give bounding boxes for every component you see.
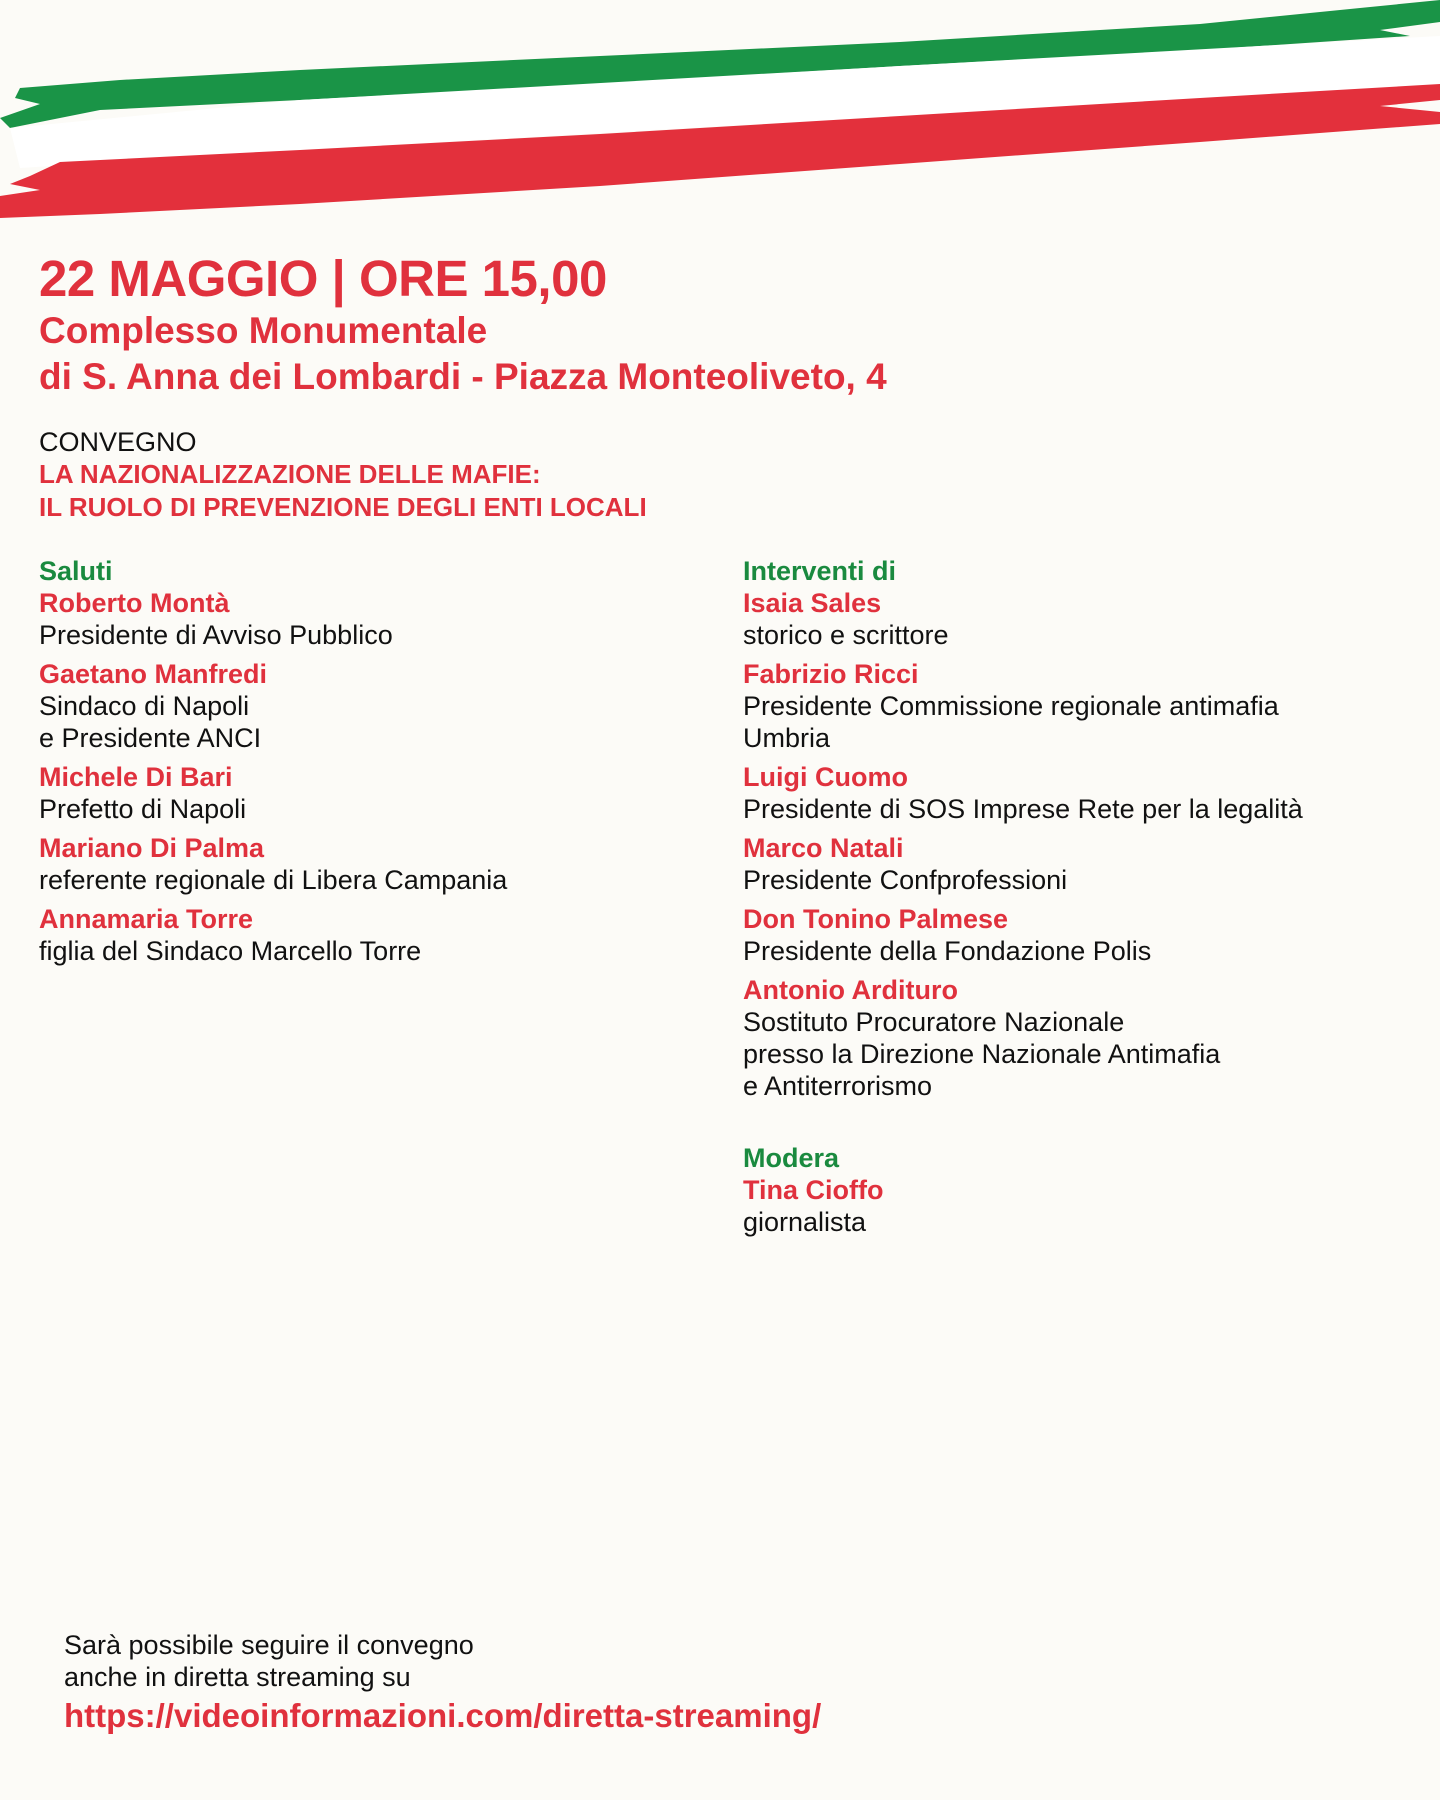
speaker-role: Presidente della Fondazione Polis xyxy=(743,936,1152,966)
venue-line-1: Complesso Monumentale xyxy=(39,310,488,351)
streaming-footer xyxy=(64,1629,1264,1737)
speaker-entry xyxy=(743,658,1423,754)
event-header xyxy=(39,250,1339,400)
streaming-link[interactable]: https://videoinformazioni.com/diretta-streaming/ xyxy=(64,1697,822,1734)
speaker-role: presso la Direzione Nazionale Antimafia xyxy=(743,1039,1221,1069)
speaker-role: Umbria xyxy=(743,723,831,753)
speaker-role: Presidente di SOS Imprese Rete per la legalità xyxy=(743,794,1303,824)
speaker-name: Mariano Di Palma xyxy=(39,833,265,863)
speaker-name: Gaetano Manfredi xyxy=(39,659,268,689)
speaker-entry xyxy=(39,832,739,896)
speaker-role: Presidente Commissione regionale antimafia xyxy=(743,691,1279,721)
interventi-heading: Interventi di xyxy=(743,556,897,586)
convegno-title-line-2: IL RUOLO DI PREVENZIONE DEGLI ENTI LOCALI xyxy=(39,492,647,522)
speaker-role: Presidente Confprofessioni xyxy=(743,865,1068,895)
speaker-entry xyxy=(39,658,739,754)
venue-line-2: di S. Anna dei Lombardi - Piazza Monteoliveto, 4 xyxy=(39,356,887,397)
moderator-name: Tina Cioffo xyxy=(743,1175,884,1205)
modera-block xyxy=(743,1142,1423,1238)
convegno-block xyxy=(39,426,939,524)
interventi-column xyxy=(743,555,1423,1238)
modera-heading: Modera xyxy=(743,1143,840,1173)
speaker-name: Marco Natali xyxy=(743,833,904,863)
speaker-role: e Antiterrorismo xyxy=(743,1071,933,1101)
speaker-entry xyxy=(39,903,739,967)
saluti-heading: Saluti xyxy=(39,556,113,586)
speaker-name: Fabrizio Ricci xyxy=(743,659,919,689)
speaker-entry xyxy=(39,587,739,651)
streaming-note-line-2: anche in diretta streaming su xyxy=(64,1662,411,1692)
convegno-label: CONVEGNO xyxy=(39,427,197,457)
speaker-name: Antonio Ardituro xyxy=(743,975,958,1005)
speaker-role: Presidente di Avviso Pubblico xyxy=(39,620,393,650)
speaker-role: Prefetto di Napoli xyxy=(39,794,247,824)
event-date-time: 22 MAGGIO | ORE 15,00 xyxy=(39,250,607,307)
speaker-role: storico e scrittore xyxy=(743,620,949,650)
speaker-name: Luigi Cuomo xyxy=(743,762,908,792)
italian-flag-brushstroke xyxy=(0,0,1440,240)
speaker-entry xyxy=(743,974,1423,1102)
moderator-role: giornalista xyxy=(743,1207,867,1237)
speaker-name: Isaia Sales xyxy=(743,588,882,618)
speaker-name: Don Tonino Palmese xyxy=(743,904,1009,934)
convegno-title-line-1: LA NAZIONALIZZAZIONE DELLE MAFIE: xyxy=(39,459,541,489)
speaker-name: Annamaria Torre xyxy=(39,904,254,934)
speaker-entry xyxy=(743,587,1423,651)
speaker-role: figlia del Sindaco Marcello Torre xyxy=(39,936,422,966)
speaker-role: Sostituto Procuratore Nazionale xyxy=(743,1007,1125,1037)
speaker-entry xyxy=(743,903,1423,967)
speaker-name: Roberto Montà xyxy=(39,588,230,618)
speaker-role: referente regionale di Libera Campania xyxy=(39,865,508,895)
speaker-entry xyxy=(39,761,739,825)
streaming-note-line-1: Sarà possibile seguire il convegno xyxy=(64,1630,474,1660)
saluti-column xyxy=(39,555,739,974)
speaker-role: e Presidente ANCI xyxy=(39,723,262,753)
speaker-entry xyxy=(743,761,1423,825)
speaker-role: Sindaco di Napoli xyxy=(39,691,250,721)
speaker-name: Michele Di Bari xyxy=(39,762,233,792)
speaker-entry xyxy=(743,832,1423,896)
